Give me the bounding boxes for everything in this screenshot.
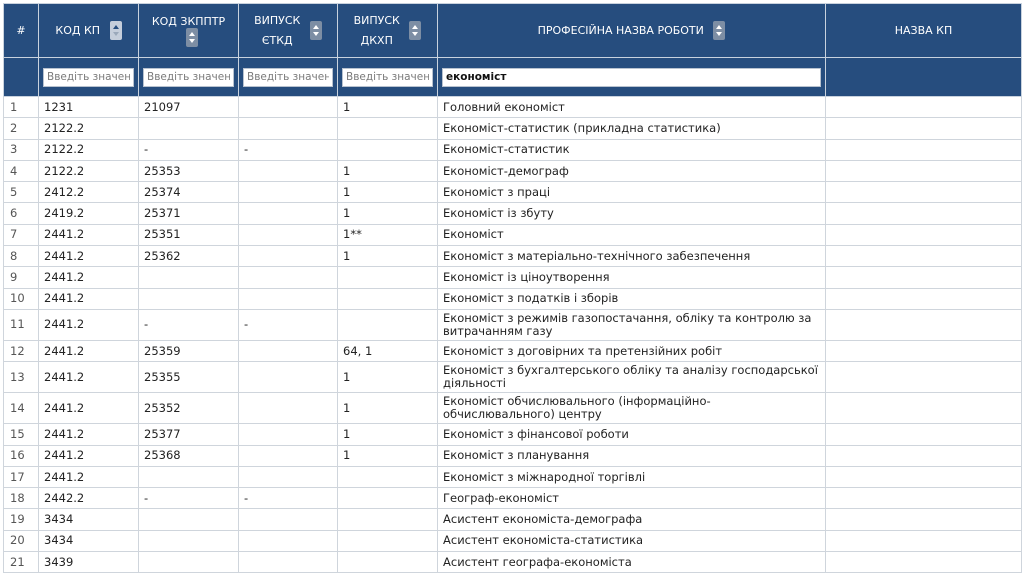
col-header-vypusk-dkhp[interactable] xyxy=(338,4,438,58)
table-row xyxy=(4,362,1022,393)
vypusk-etkd-cell xyxy=(239,362,338,393)
nazva-kp-cell xyxy=(826,393,1022,424)
kod-kp-cell: 2441.2 xyxy=(39,288,139,309)
col-header-prof-name-label: ПРОФЕСІЙНА НАЗВА РОБОТИ xyxy=(537,24,704,37)
vypusk-dkhp-cell: 64, 1 xyxy=(338,340,438,361)
nazva-kp-cell xyxy=(826,466,1022,487)
nazva-kp-cell xyxy=(826,160,1022,181)
vypusk-etkd-cell xyxy=(239,552,338,573)
table-row xyxy=(4,160,1022,181)
row-index-cell: 1 xyxy=(4,97,39,118)
vypusk-dkhp-cell xyxy=(338,139,438,160)
nazva-kp-cell xyxy=(826,139,1022,160)
prof-name-cell: Асистент економіста-демографа xyxy=(438,509,826,530)
kod-kp-cell: 2441.2 xyxy=(39,309,139,340)
row-index-cell: 14 xyxy=(4,393,39,424)
col-header-dkhp-line1: ВИПУСК xyxy=(353,13,400,27)
row-index-cell: 18 xyxy=(4,488,39,509)
prof-name-cell: Економіст з договірних та претензійних робіт xyxy=(438,340,826,361)
vypusk-dkhp-cell: 1 xyxy=(338,424,438,445)
prof-name-cell: Асистент географа-економіста xyxy=(438,552,826,573)
kod-kp-cell: 2441.2 xyxy=(39,466,139,487)
prof-name-cell: Економіст з фінансової роботи xyxy=(438,424,826,445)
vypusk-dkhp-cell: 1 xyxy=(338,97,438,118)
vypusk-dkhp-cell: 1 xyxy=(338,246,438,267)
prof-name-cell: Економіст-демограф xyxy=(438,160,826,181)
kod-kp-cell: 2441.2 xyxy=(39,362,139,393)
sort-arrows-icon[interactable] xyxy=(110,21,122,40)
vypusk-etkd-cell xyxy=(239,267,338,288)
kod-kp-cell: 1231 xyxy=(39,97,139,118)
prof-name-cell: Економіст з праці xyxy=(438,182,826,203)
vypusk-etkd-cell xyxy=(239,530,338,551)
table-row xyxy=(4,509,1022,530)
kod-zkpptr-cell: - xyxy=(139,309,239,340)
nazva-kp-cell xyxy=(826,97,1022,118)
filter-cell-dkhp xyxy=(338,58,438,97)
filter-cell-index xyxy=(4,58,39,97)
table-row xyxy=(4,466,1022,487)
vypusk-etkd-cell xyxy=(239,118,338,139)
prof-name-cell: Економіст з бухгалтерського обліку та аналізу господарської діяльності xyxy=(438,362,826,393)
vypusk-etkd-cell xyxy=(239,509,338,530)
vypusk-dkhp-cell: 1 xyxy=(338,182,438,203)
kod-kp-cell: 2441.2 xyxy=(39,340,139,361)
row-index-cell: 10 xyxy=(4,288,39,309)
table-row xyxy=(4,267,1022,288)
sort-arrows-icon[interactable] xyxy=(409,21,421,40)
table-row xyxy=(4,309,1022,340)
kod-zkpptr-cell xyxy=(139,509,239,530)
kod-kp-cell: 2122.2 xyxy=(39,160,139,181)
vypusk-dkhp-cell xyxy=(338,530,438,551)
vypusk-dkhp-cell: 1** xyxy=(338,224,438,245)
filter-input-kod-zkpptr[interactable] xyxy=(143,68,234,87)
kod-zkpptr-cell: 25362 xyxy=(139,246,239,267)
nazva-kp-cell xyxy=(826,552,1022,573)
nazva-kp-cell xyxy=(826,267,1022,288)
vypusk-etkd-cell xyxy=(239,182,338,203)
table-row xyxy=(4,182,1022,203)
vypusk-dkhp-cell xyxy=(338,288,438,309)
col-header-prof-name[interactable] xyxy=(438,4,826,58)
nazva-kp-cell xyxy=(826,340,1022,361)
vypusk-etkd-cell: - xyxy=(239,139,338,160)
sort-arrows-icon[interactable] xyxy=(310,21,322,40)
vypusk-dkhp-cell xyxy=(338,466,438,487)
table-row xyxy=(4,552,1022,573)
table-row xyxy=(4,288,1022,309)
vypusk-etkd-cell xyxy=(239,160,338,181)
row-index-cell: 9 xyxy=(4,267,39,288)
row-index-cell: 3 xyxy=(4,139,39,160)
prof-name-cell: Економіст з міжнародної торгівлі xyxy=(438,466,826,487)
vypusk-etkd-cell xyxy=(239,97,338,118)
table-row xyxy=(4,224,1022,245)
prof-name-cell: Географ-економіст xyxy=(438,488,826,509)
filter-cell-kod-kp xyxy=(39,58,139,97)
kod-kp-cell: 3434 xyxy=(39,509,139,530)
kod-zkpptr-cell xyxy=(139,267,239,288)
nazva-kp-cell xyxy=(826,509,1022,530)
table-row xyxy=(4,246,1022,267)
nazva-kp-cell xyxy=(826,362,1022,393)
kod-kp-cell: 2442.2 xyxy=(39,488,139,509)
kod-zkpptr-cell: 21097 xyxy=(139,97,239,118)
col-header-dkhp-line2: ДКХП xyxy=(360,33,393,47)
table-row xyxy=(4,203,1022,224)
header-row xyxy=(4,4,1022,58)
vypusk-dkhp-cell: 1 xyxy=(338,362,438,393)
prof-name-cell: Економіст з податків і зборів xyxy=(438,288,826,309)
vypusk-etkd-cell xyxy=(239,203,338,224)
filter-row xyxy=(4,58,1022,97)
nazva-kp-cell xyxy=(826,118,1022,139)
vypusk-etkd-cell xyxy=(239,424,338,445)
table-row xyxy=(4,488,1022,509)
vypusk-etkd-cell xyxy=(239,246,338,267)
col-header-kod-kp-label: КОД КП xyxy=(55,24,101,37)
filter-input-prof-name[interactable] xyxy=(442,68,821,87)
col-header-vypusk-etkd[interactable] xyxy=(239,4,338,58)
row-index-cell: 5 xyxy=(4,182,39,203)
table-row xyxy=(4,118,1022,139)
kod-zkpptr-cell xyxy=(139,530,239,551)
nazva-kp-cell xyxy=(826,288,1022,309)
filter-input-kod-kp[interactable] xyxy=(43,68,134,87)
kod-kp-cell: 2441.2 xyxy=(39,393,139,424)
kod-kp-cell: 2122.2 xyxy=(39,139,139,160)
vypusk-dkhp-cell: 1 xyxy=(338,445,438,466)
kod-kp-cell: 2441.2 xyxy=(39,246,139,267)
vypusk-dkhp-cell: 1 xyxy=(338,160,438,181)
prof-name-cell: Економіст-статистик xyxy=(438,139,826,160)
vypusk-etkd-cell: - xyxy=(239,309,338,340)
kod-zkpptr-cell: 25355 xyxy=(139,362,239,393)
kod-zkpptr-cell xyxy=(139,466,239,487)
col-header-etkd-line2: ЄТКД xyxy=(261,33,293,47)
prof-name-cell: Головний економіст xyxy=(438,97,826,118)
vypusk-etkd-cell: - xyxy=(239,488,338,509)
kod-zkpptr-cell: - xyxy=(139,139,239,160)
prof-name-cell: Асистент економіста-статистика xyxy=(438,530,826,551)
vypusk-dkhp-cell xyxy=(338,488,438,509)
occupations-table-container xyxy=(3,3,1021,573)
kod-zkpptr-cell: 25368 xyxy=(139,445,239,466)
table-row xyxy=(4,97,1022,118)
table-row xyxy=(4,340,1022,361)
row-index-cell: 4 xyxy=(4,160,39,181)
kod-zkpptr-cell: 25352 xyxy=(139,393,239,424)
kod-zkpptr-cell xyxy=(139,552,239,573)
table-row xyxy=(4,445,1022,466)
vypusk-dkhp-cell xyxy=(338,509,438,530)
filter-cell-prof-name xyxy=(438,58,826,97)
prof-name-cell: Економіст з матеріально-технічного забезпечення xyxy=(438,246,826,267)
kod-zkpptr-cell: 25377 xyxy=(139,424,239,445)
kod-zkpptr-cell: 25351 xyxy=(139,224,239,245)
table-body xyxy=(4,97,1022,573)
vypusk-dkhp-cell: 1 xyxy=(338,203,438,224)
vypusk-etkd-cell xyxy=(239,445,338,466)
filter-cell-nazva-kp xyxy=(826,58,1022,97)
filter-cell-etkd xyxy=(239,58,338,97)
col-header-etkd-line1: ВИПУСК xyxy=(254,13,301,27)
vypusk-dkhp-cell xyxy=(338,552,438,573)
kod-zkpptr-cell xyxy=(139,288,239,309)
kod-kp-cell: 2419.2 xyxy=(39,203,139,224)
row-index-cell: 13 xyxy=(4,362,39,393)
row-index-cell: 19 xyxy=(4,509,39,530)
col-header-index: # xyxy=(4,4,39,58)
vypusk-etkd-cell xyxy=(239,340,338,361)
kod-zkpptr-cell: 25359 xyxy=(139,340,239,361)
row-index-cell: 20 xyxy=(4,530,39,551)
kod-kp-cell: 2412.2 xyxy=(39,182,139,203)
col-header-kod-zkpptr-label: КОД ЗКППТР xyxy=(151,14,226,28)
row-index-cell: 21 xyxy=(4,552,39,573)
col-header-nazva-kp: НАЗВА КП xyxy=(826,4,1022,58)
kod-kp-cell: 2441.2 xyxy=(39,267,139,288)
vypusk-dkhp-cell xyxy=(338,309,438,340)
row-index-cell: 2 xyxy=(4,118,39,139)
vypusk-etkd-cell xyxy=(239,288,338,309)
kod-zkpptr-cell: 25371 xyxy=(139,203,239,224)
kod-zkpptr-cell: - xyxy=(139,488,239,509)
vypusk-dkhp-cell: 1 xyxy=(338,393,438,424)
filter-input-etkd[interactable] xyxy=(243,68,333,87)
row-index-cell: 8 xyxy=(4,246,39,267)
col-header-kod-kp[interactable] xyxy=(39,4,139,58)
row-index-cell: 17 xyxy=(4,466,39,487)
row-index-cell: 16 xyxy=(4,445,39,466)
table-row xyxy=(4,393,1022,424)
nazva-kp-cell xyxy=(826,309,1022,340)
filter-cell-kod-zkpptr xyxy=(139,58,239,97)
kod-kp-cell: 3434 xyxy=(39,530,139,551)
nazva-kp-cell xyxy=(826,203,1022,224)
prof-name-cell: Економіст з режимів газопостачання, обліку та контролю за витрачанням газу xyxy=(438,309,826,340)
occupations-table xyxy=(3,3,1022,573)
kod-kp-cell: 2441.2 xyxy=(39,445,139,466)
nazva-kp-cell xyxy=(826,488,1022,509)
prof-name-cell: Економіст-статистик (прикладна статистика) xyxy=(438,118,826,139)
kod-kp-cell: 2441.2 xyxy=(39,224,139,245)
table-row xyxy=(4,424,1022,445)
row-index-cell: 6 xyxy=(4,203,39,224)
vypusk-dkhp-cell xyxy=(338,267,438,288)
table-row xyxy=(4,530,1022,551)
sort-arrows-icon[interactable] xyxy=(186,28,198,47)
row-index-cell: 12 xyxy=(4,340,39,361)
kod-zkpptr-cell: 25374 xyxy=(139,182,239,203)
vypusk-etkd-cell xyxy=(239,224,338,245)
prof-name-cell: Економіст обчислювального (інформаційно-обчислювального) центру xyxy=(438,393,826,424)
nazva-kp-cell xyxy=(826,224,1022,245)
sort-arrows-icon[interactable] xyxy=(713,21,725,40)
kod-zkpptr-cell xyxy=(139,118,239,139)
vypusk-etkd-cell xyxy=(239,393,338,424)
col-header-kod-zkpptr[interactable] xyxy=(139,4,239,58)
row-index-cell: 7 xyxy=(4,224,39,245)
nazva-kp-cell xyxy=(826,445,1022,466)
table-row xyxy=(4,139,1022,160)
nazva-kp-cell xyxy=(826,424,1022,445)
nazva-kp-cell xyxy=(826,530,1022,551)
kod-zkpptr-cell: 25353 xyxy=(139,160,239,181)
vypusk-etkd-cell xyxy=(239,466,338,487)
nazva-kp-cell xyxy=(826,182,1022,203)
row-index-cell: 11 xyxy=(4,309,39,340)
kod-kp-cell: 2122.2 xyxy=(39,118,139,139)
prof-name-cell: Економіст xyxy=(438,224,826,245)
vypusk-dkhp-cell xyxy=(338,118,438,139)
prof-name-cell: Економіст з планування xyxy=(438,445,826,466)
prof-name-cell: Економіст із ціноутворення xyxy=(438,267,826,288)
kod-kp-cell: 3439 xyxy=(39,552,139,573)
row-index-cell: 15 xyxy=(4,424,39,445)
prof-name-cell: Економіст із збуту xyxy=(438,203,826,224)
nazva-kp-cell xyxy=(826,246,1022,267)
filter-input-dkhp[interactable] xyxy=(342,68,433,87)
kod-kp-cell: 2441.2 xyxy=(39,424,139,445)
